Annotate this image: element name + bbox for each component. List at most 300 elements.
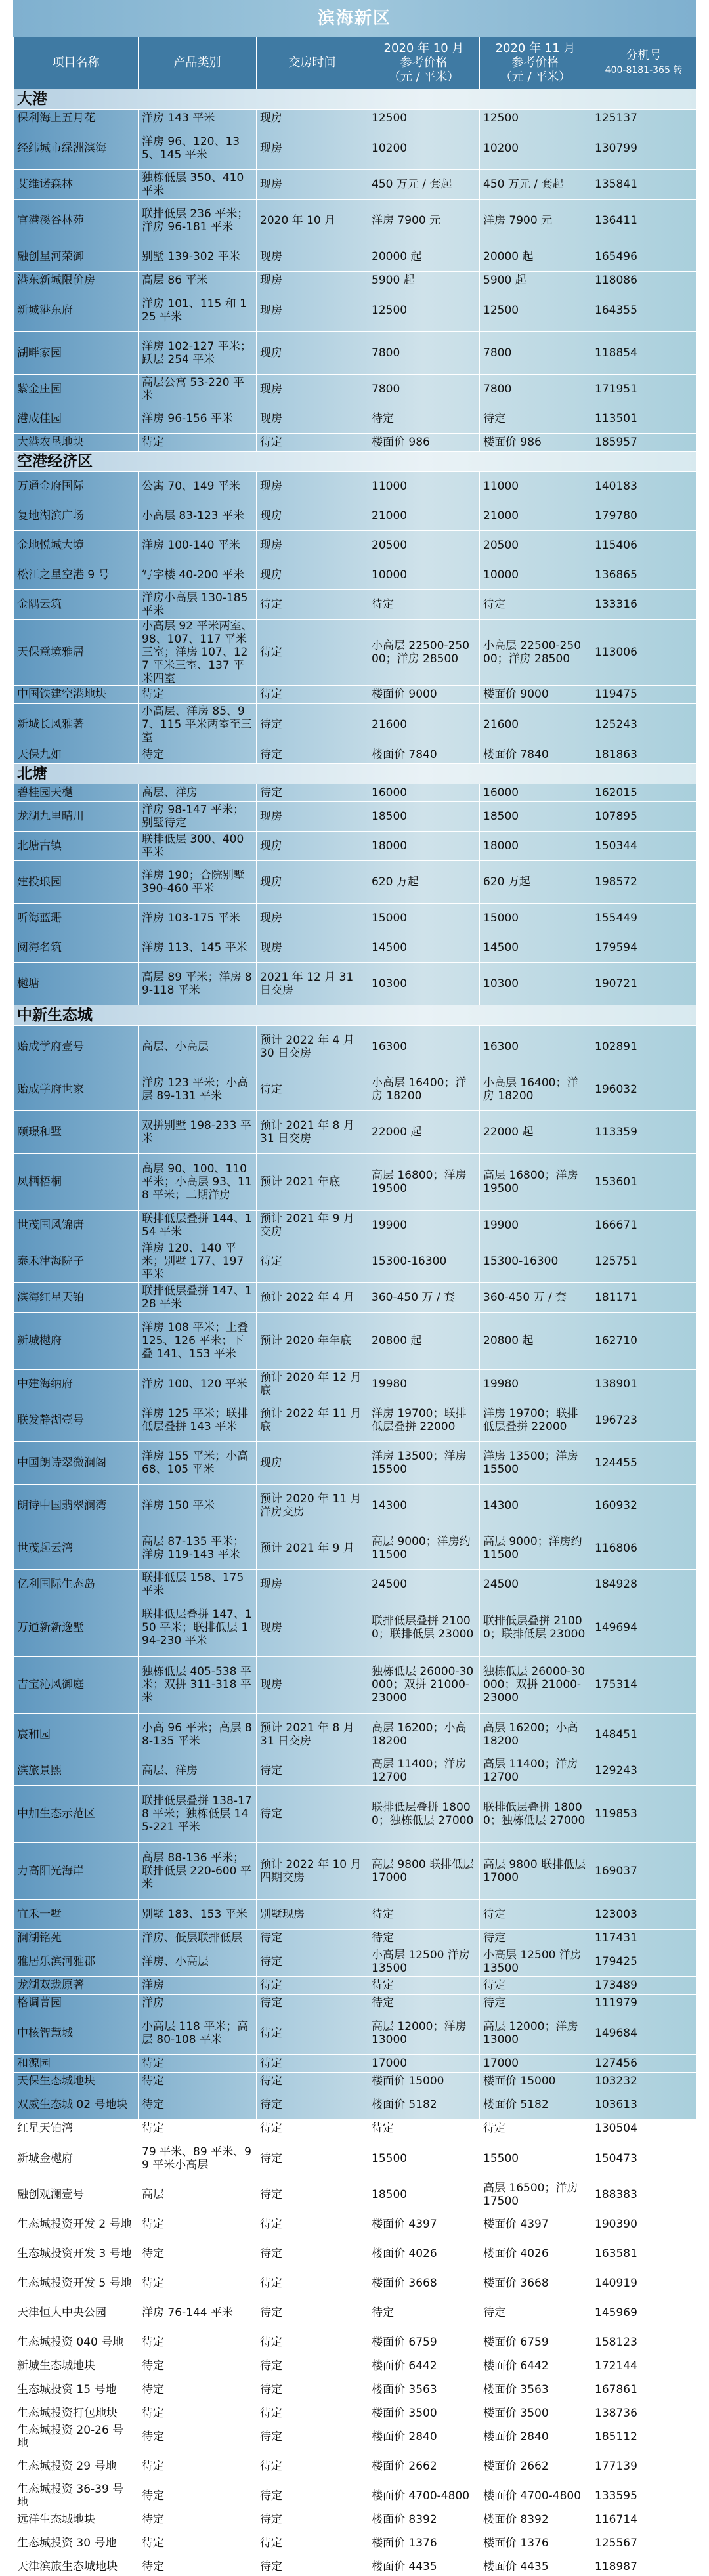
nov-price-cell: 楼面价 6759 bbox=[480, 2328, 591, 2357]
product-type-cell: 小高层、洋房 85、97、115 平米两室至三室 bbox=[139, 704, 257, 746]
nov-price-cell: 450 万元 / 套起 bbox=[480, 170, 591, 200]
project-name-cell: 龙湖双珑原著 bbox=[14, 1977, 139, 1995]
nov-price-cell: 待定 bbox=[480, 2298, 591, 2328]
delivery-time-cell: 待定 bbox=[257, 2405, 368, 2422]
oct-price-cell: 楼面价 2662 bbox=[368, 2452, 480, 2481]
project-name-cell: 澜湖铭苑 bbox=[14, 1930, 139, 1947]
extension-cell: 118987 bbox=[591, 2558, 697, 2576]
project-name-cell: 天保九如 bbox=[14, 746, 139, 764]
nov-price-cell: 7800 bbox=[480, 332, 591, 375]
nov-price-cell: 楼面价 3668 bbox=[480, 2269, 591, 2298]
product-type-cell: 独栋低层 405-538 平米；双拼 311-318 平米 bbox=[139, 1657, 257, 1714]
extension-cell: 179425 bbox=[591, 1947, 697, 1977]
product-type-cell: 写字楼 40-200 平米 bbox=[139, 560, 257, 590]
oct-price-cell: 洋房 13500；洋房 15500 bbox=[368, 1442, 480, 1485]
delivery-time-cell: 预计 2021 年 9 月交房 bbox=[257, 1211, 368, 1240]
nov-price-cell: 高层 12000；洋房 13000 bbox=[480, 2012, 591, 2055]
extension-cell: 125243 bbox=[591, 704, 697, 746]
extension-cell: 130504 bbox=[591, 2120, 697, 2138]
oct-price-cell: 12500 bbox=[368, 110, 480, 127]
table-row bbox=[14, 404, 697, 434]
project-name-cell: 复地湖滨广场 bbox=[14, 501, 139, 531]
project-name-cell: 中国铁建空港地块 bbox=[14, 686, 139, 704]
product-type-cell: 洋房 143 平米 bbox=[139, 110, 257, 127]
nov-price-cell: 21000 bbox=[480, 501, 591, 531]
table-row bbox=[14, 1283, 697, 1313]
extension-cell: 166671 bbox=[591, 1211, 697, 1240]
region-heading: 中新生态城 bbox=[14, 1005, 697, 1026]
project-name-cell: 朗诗中国翡翠澜湾 bbox=[14, 1485, 139, 1527]
extension-cell: 140919 bbox=[591, 2269, 697, 2298]
nov-price-cell: 16000 bbox=[480, 784, 591, 802]
project-name-cell: 港成佳园 bbox=[14, 404, 139, 434]
nov-price-cell: 12500 bbox=[480, 110, 591, 127]
extension-cell: 113501 bbox=[591, 404, 697, 434]
product-type-cell: 洋房 100-140 平米 bbox=[139, 531, 257, 560]
project-name-cell: 生态城投资开发 2 号地 bbox=[14, 2210, 139, 2239]
oct-price-cell: 14300 bbox=[368, 1485, 480, 1527]
product-type-cell: 待定 bbox=[139, 2357, 257, 2375]
oct-price-cell: 洋房 7900 元 bbox=[368, 200, 480, 242]
nov-price-cell: 22000 起 bbox=[480, 1111, 591, 1154]
project-name-cell: 滨旅景熙 bbox=[14, 1756, 139, 1786]
product-type-cell: 联排低层叠拼 147、128 平米 bbox=[139, 1283, 257, 1313]
product-type-cell: 待定 bbox=[139, 2529, 257, 2558]
extension-cell: 102891 bbox=[591, 1026, 697, 1068]
table-row bbox=[14, 2375, 697, 2405]
project-name-cell: 世茂国风锦唐 bbox=[14, 1211, 139, 1240]
delivery-time-cell: 待定 bbox=[257, 2375, 368, 2405]
project-name-cell: 联发静湖壹号 bbox=[14, 1399, 139, 1442]
nov-price-cell: 16300 bbox=[480, 1026, 591, 1068]
delivery-time-cell: 现房 bbox=[257, 110, 368, 127]
delivery-time-cell: 待定 bbox=[257, 2481, 368, 2511]
oct-price-cell: 11000 bbox=[368, 472, 480, 501]
nov-price-cell: 17000 bbox=[480, 2055, 591, 2073]
project-name-cell: 颐璟和墅 bbox=[14, 1111, 139, 1154]
product-type-cell: 独栋低层 350、410 平米 bbox=[139, 170, 257, 200]
project-name-cell: 融创星河荣御 bbox=[14, 242, 139, 272]
oct-price-cell: 10200 bbox=[368, 127, 480, 170]
region-heading: 北塘 bbox=[14, 764, 697, 784]
nov-price-cell: 360-450 万 / 套 bbox=[480, 1283, 591, 1313]
nov-price-cell: 待定 bbox=[480, 1930, 591, 1947]
product-type-cell: 洋房 103-175 平米 bbox=[139, 904, 257, 933]
delivery-time-cell: 预计 2022 年 4 月 bbox=[257, 1283, 368, 1313]
project-name-cell: 新城金樾府 bbox=[14, 2138, 139, 2180]
project-name-cell: 新城长风雅著 bbox=[14, 704, 139, 746]
project-name-cell: 力高阳光海岸 bbox=[14, 1843, 139, 1900]
product-type-cell: 待定 bbox=[139, 2120, 257, 2138]
project-name-cell: 天津恒大中央公园 bbox=[14, 2298, 139, 2328]
extension-cell: 138736 bbox=[591, 2405, 697, 2422]
delivery-time-cell: 现房 bbox=[257, 802, 368, 832]
table-row bbox=[14, 272, 697, 289]
project-name-cell: 官港溪谷林苑 bbox=[14, 200, 139, 242]
header-delivery-time: 交房时间 bbox=[257, 37, 368, 89]
table-row bbox=[14, 242, 697, 272]
table-row bbox=[14, 531, 697, 560]
project-name-cell: 湖畔家园 bbox=[14, 332, 139, 375]
project-name-cell: 保利海上五月花 bbox=[14, 110, 139, 127]
product-type-cell: 待定 bbox=[139, 2405, 257, 2422]
extension-cell: 190721 bbox=[591, 963, 697, 1005]
project-name-cell: 经纬城市绿洲滨海 bbox=[14, 127, 139, 170]
oct-price-cell: 10000 bbox=[368, 560, 480, 590]
project-name-cell: 生态城投资 29 号地 bbox=[14, 2452, 139, 2481]
table-row bbox=[14, 2481, 697, 2511]
table-row bbox=[14, 1570, 697, 1599]
product-type-cell: 联排低层叠拼 144、154 平米 bbox=[139, 1211, 257, 1240]
nov-price-cell: 14500 bbox=[480, 933, 591, 963]
nov-price-cell: 楼面价 2840 bbox=[480, 2422, 591, 2452]
oct-price-cell: 高层 16200；小高 18200 bbox=[368, 1714, 480, 1756]
product-type-cell: 高层 90、100、110 平米；小高层 93、118 平米；二期洋房 bbox=[139, 1154, 257, 1211]
oct-price-cell: 5900 起 bbox=[368, 272, 480, 289]
delivery-time-cell: 待定 bbox=[257, 2328, 368, 2357]
extension-cell: 179594 bbox=[591, 933, 697, 963]
price-table bbox=[13, 37, 697, 2576]
project-name-cell: 双威生态城 02 号地块 bbox=[14, 2090, 139, 2120]
project-name-cell: 中建海纳府 bbox=[14, 1370, 139, 1399]
product-type-cell: 待定 bbox=[139, 2511, 257, 2529]
project-name-cell: 万通新新逸墅 bbox=[14, 1599, 139, 1657]
extension-cell: 196723 bbox=[591, 1399, 697, 1442]
delivery-time-cell: 现房 bbox=[257, 531, 368, 560]
table-row bbox=[14, 1947, 697, 1977]
delivery-time-cell: 待定 bbox=[257, 2210, 368, 2239]
nov-price-cell: 独栋低层 26000-30000；双拼 21000-23000 bbox=[480, 1657, 591, 1714]
nov-price-cell: 24500 bbox=[480, 1570, 591, 1599]
nov-price-cell: 楼面价 4397 bbox=[480, 2210, 591, 2239]
table-row bbox=[14, 1786, 697, 1843]
delivery-time-cell: 待定 bbox=[257, 1786, 368, 1843]
table-row bbox=[14, 2120, 697, 2138]
oct-price-cell: 待定 bbox=[368, 590, 480, 620]
project-name-cell: 格调菁园 bbox=[14, 1995, 139, 2012]
oct-price-cell: 20800 起 bbox=[368, 1313, 480, 1370]
project-name-cell: 和源园 bbox=[14, 2055, 139, 2073]
nov-price-cell: 待定 bbox=[480, 1977, 591, 1995]
nov-price-cell: 15500 bbox=[480, 2138, 591, 2180]
nov-price-cell: 楼面价 8392 bbox=[480, 2511, 591, 2529]
table-row bbox=[14, 2138, 697, 2180]
oct-price-cell: 小高层 22500-25000；洋房 28500 bbox=[368, 620, 480, 686]
extension-cell: 181863 bbox=[591, 746, 697, 764]
nov-price-cell: 高层 16500；洋房 17500 bbox=[480, 2180, 591, 2210]
project-name-cell: 天保生态城地块 bbox=[14, 2073, 139, 2090]
delivery-time-cell: 2020 年 10 月 bbox=[257, 200, 368, 242]
product-type-cell: 洋房 102-127 平米；跃层 254 平米 bbox=[139, 332, 257, 375]
nov-price-cell: 高层 16200；小高 18200 bbox=[480, 1714, 591, 1756]
project-name-cell: 生态城投资 040 号地 bbox=[14, 2328, 139, 2357]
oct-price-cell: 15300-16300 bbox=[368, 1240, 480, 1283]
product-type-cell: 待定 bbox=[139, 2452, 257, 2481]
extension-cell: 123003 bbox=[591, 1900, 697, 1930]
extension-cell: 119475 bbox=[591, 686, 697, 704]
table-row bbox=[14, 1370, 697, 1399]
extension-cell: 116806 bbox=[591, 1527, 697, 1570]
delivery-time-cell: 待定 bbox=[257, 434, 368, 452]
table-row bbox=[14, 1657, 697, 1714]
extension-cell: 129243 bbox=[591, 1756, 697, 1786]
oct-price-cell: 24500 bbox=[368, 1570, 480, 1599]
project-name-cell: 金地悦城大境 bbox=[14, 531, 139, 560]
oct-price-cell: 独栋低层 26000-30000；双拼 21000-23000 bbox=[368, 1657, 480, 1714]
delivery-time-cell: 预计 2020 年 12 月底 bbox=[257, 1370, 368, 1399]
nov-price-cell: 高层 11400；洋房 12700 bbox=[480, 1756, 591, 1786]
header-nov-price: 2020 年 11 月 参考价格 （元 / 平米） bbox=[480, 37, 591, 89]
project-name-cell: 大港农垦地块 bbox=[14, 434, 139, 452]
table-row bbox=[14, 2055, 697, 2073]
product-type-cell: 洋房 113、145 平米 bbox=[139, 933, 257, 963]
delivery-time-cell: 现房 bbox=[257, 375, 368, 404]
product-type-cell: 洋房、低层联排低层 bbox=[139, 1930, 257, 1947]
delivery-time-cell: 现房 bbox=[257, 1570, 368, 1599]
price-table-frame bbox=[13, 0, 696, 2573]
nov-price-cell: 待定 bbox=[480, 404, 591, 434]
product-type-cell: 别墅 139-302 平米 bbox=[139, 242, 257, 272]
product-type-cell: 洋房 150 平米 bbox=[139, 1485, 257, 1527]
project-name-cell: 红星天铂湾 bbox=[14, 2120, 139, 2138]
nov-price-cell: 楼面价 15000 bbox=[480, 2073, 591, 2090]
delivery-time-cell: 待定 bbox=[257, 1947, 368, 1977]
oct-price-cell: 楼面价 6759 bbox=[368, 2328, 480, 2357]
delivery-time-cell: 待定 bbox=[257, 686, 368, 704]
product-type-cell: 洋房、小高层 bbox=[139, 1947, 257, 1977]
product-type-cell: 洋房 98-147 平米；别墅待定 bbox=[139, 802, 257, 832]
product-type-cell: 洋房 120、140 平米；别墅 177、197 平米 bbox=[139, 1240, 257, 1283]
delivery-time-cell: 现房 bbox=[257, 127, 368, 170]
project-name-cell: 生态城投资打包地块 bbox=[14, 2405, 139, 2422]
table-row bbox=[14, 1240, 697, 1283]
project-name-cell: 天津滨旅生态城地块 bbox=[14, 2558, 139, 2576]
extension-cell: 111979 bbox=[591, 1995, 697, 2012]
project-name-cell: 远洋生态城地块 bbox=[14, 2511, 139, 2529]
product-type-cell: 待定 bbox=[139, 2481, 257, 2511]
table-row bbox=[14, 1714, 697, 1756]
product-type-cell: 联排低层叠拼 147、150 平米；联排低层 194-230 平米 bbox=[139, 1599, 257, 1657]
extension-cell: 185112 bbox=[591, 2422, 697, 2452]
delivery-time-cell: 现房 bbox=[257, 861, 368, 904]
oct-price-cell: 14500 bbox=[368, 933, 480, 963]
oct-price-cell: 7800 bbox=[368, 332, 480, 375]
delivery-time-cell: 待定 bbox=[257, 1240, 368, 1283]
nov-price-cell: 19980 bbox=[480, 1370, 591, 1399]
project-name-cell: 泰禾津海院子 bbox=[14, 1240, 139, 1283]
table-row bbox=[14, 2012, 697, 2055]
product-type-cell: 洋房 bbox=[139, 1995, 257, 2012]
extension-cell: 140183 bbox=[591, 472, 697, 501]
oct-price-cell: 待定 bbox=[368, 1995, 480, 2012]
oct-price-cell: 19980 bbox=[368, 1370, 480, 1399]
project-name-cell: 新城樾府 bbox=[14, 1313, 139, 1370]
nov-price-cell: 15000 bbox=[480, 904, 591, 933]
nov-price-cell: 620 万起 bbox=[480, 861, 591, 904]
extension-cell: 133316 bbox=[591, 590, 697, 620]
nov-price-cell: 小高层 16400；洋房 18200 bbox=[480, 1068, 591, 1111]
oct-price-cell: 12500 bbox=[368, 289, 480, 332]
extension-cell: 160932 bbox=[591, 1485, 697, 1527]
project-name-cell: 中核智慧城 bbox=[14, 2012, 139, 2055]
extension-cell: 179780 bbox=[591, 501, 697, 531]
product-type-cell: 高层 86 平米 bbox=[139, 272, 257, 289]
extension-cell: 113359 bbox=[591, 1111, 697, 1154]
nov-price-cell: 18000 bbox=[480, 832, 591, 861]
table-row bbox=[14, 472, 697, 501]
oct-price-cell: 16300 bbox=[368, 1026, 480, 1068]
extension-cell: 125137 bbox=[591, 110, 697, 127]
extension-cell: 150344 bbox=[591, 832, 697, 861]
table-row bbox=[14, 1756, 697, 1786]
delivery-time-cell: 待定 bbox=[257, 1930, 368, 1947]
nov-price-cell: 20500 bbox=[480, 531, 591, 560]
nov-price-cell: 楼面价 2662 bbox=[480, 2452, 591, 2481]
table-row bbox=[14, 746, 697, 764]
product-type-cell: 洋房 101、115 和 125 平米 bbox=[139, 289, 257, 332]
table-row bbox=[14, 2298, 697, 2328]
nov-price-cell: 楼面价 3563 bbox=[480, 2375, 591, 2405]
oct-price-cell: 20500 bbox=[368, 531, 480, 560]
nov-price-cell: 联排低层叠拼 18000；独栋低层 27000 bbox=[480, 1786, 591, 1843]
product-type-cell: 联排低层 300、400 平米 bbox=[139, 832, 257, 861]
nov-price-cell: 20000 起 bbox=[480, 242, 591, 272]
table-row bbox=[14, 2180, 697, 2210]
oct-price-cell: 18500 bbox=[368, 802, 480, 832]
table-row bbox=[14, 2090, 697, 2120]
delivery-time-cell: 待定 bbox=[257, 2529, 368, 2558]
table-row bbox=[14, 704, 697, 746]
project-name-cell: 建投琅园 bbox=[14, 861, 139, 904]
nov-price-cell: 小高层 12500 洋房 13500 bbox=[480, 1947, 591, 1977]
table-row bbox=[14, 127, 697, 170]
oct-price-cell: 楼面价 4700-4800 bbox=[368, 2481, 480, 2511]
table-row bbox=[14, 1211, 697, 1240]
project-name-cell: 金隅云筑 bbox=[14, 590, 139, 620]
oct-price-cell: 楼面价 2840 bbox=[368, 2422, 480, 2452]
oct-price-cell: 16000 bbox=[368, 784, 480, 802]
extension-cell: 135841 bbox=[591, 170, 697, 200]
product-type-cell: 待定 bbox=[139, 2558, 257, 2576]
delivery-time-cell: 现房 bbox=[257, 242, 368, 272]
table-row bbox=[14, 2210, 697, 2239]
oct-price-cell: 洋房 19700；联排低层叠拼 22000 bbox=[368, 1399, 480, 1442]
table-row bbox=[14, 1399, 697, 1442]
oct-price-cell: 17000 bbox=[368, 2055, 480, 2073]
oct-price-cell: 待定 bbox=[368, 2120, 480, 2138]
project-name-cell: 北塘古镇 bbox=[14, 832, 139, 861]
product-type-cell: 小高层 118 平米；高层 80-108 平米 bbox=[139, 2012, 257, 2055]
nov-price-cell: 12500 bbox=[480, 289, 591, 332]
extension-cell: 145969 bbox=[591, 2298, 697, 2328]
nov-price-cell: 楼面价 1376 bbox=[480, 2529, 591, 2558]
oct-price-cell: 高层 9800 联排低层 17000 bbox=[368, 1843, 480, 1900]
nov-price-cell: 小高层 22500-25000；洋房 28500 bbox=[480, 620, 591, 686]
extension-cell: 184928 bbox=[591, 1570, 697, 1599]
delivery-time-cell: 现房 bbox=[257, 560, 368, 590]
extension-cell: 167861 bbox=[591, 2375, 697, 2405]
nov-price-cell: 15300-16300 bbox=[480, 1240, 591, 1283]
table-row bbox=[14, 963, 697, 1005]
product-type-cell: 高层 87-135 平米；洋房 119-143 平米 bbox=[139, 1527, 257, 1570]
project-name-cell: 万通金府国际 bbox=[14, 472, 139, 501]
delivery-time-cell: 待定 bbox=[257, 2452, 368, 2481]
project-name-cell: 紫金庄园 bbox=[14, 375, 139, 404]
extension-cell: 148451 bbox=[591, 1714, 697, 1756]
project-name-cell: 港东新城限价房 bbox=[14, 272, 139, 289]
nov-price-cell: 楼面价 4700-4800 bbox=[480, 2481, 591, 2511]
oct-price-cell: 小高层 16400；洋房 18200 bbox=[368, 1068, 480, 1111]
extension-cell: 185957 bbox=[591, 434, 697, 452]
nov-price-cell: 联排低层叠拼 21000；联排低层 23000 bbox=[480, 1599, 591, 1657]
extension-cell: 107895 bbox=[591, 802, 697, 832]
delivery-time-cell: 待定 bbox=[257, 2422, 368, 2452]
extension-cell: 177139 bbox=[591, 2452, 697, 2481]
project-name-cell: 宜禾一墅 bbox=[14, 1900, 139, 1930]
extension-cell: 171951 bbox=[591, 375, 697, 404]
delivery-time-cell: 待定 bbox=[257, 2558, 368, 2576]
nov-price-cell: 5900 起 bbox=[480, 272, 591, 289]
oct-price-cell: 小高层 12500 洋房 13500 bbox=[368, 1947, 480, 1977]
oct-price-cell: 楼面价 3668 bbox=[368, 2269, 480, 2298]
oct-price-cell: 楼面价 3500 bbox=[368, 2405, 480, 2422]
nov-price-cell: 21600 bbox=[480, 704, 591, 746]
extension-cell: 124455 bbox=[591, 1442, 697, 1485]
extension-cell: 196032 bbox=[591, 1068, 697, 1111]
extension-cell: 138901 bbox=[591, 1370, 697, 1399]
delivery-time-cell: 待定 bbox=[257, 1977, 368, 1995]
product-type-cell: 高层 89 平米；洋房 89-118 平米 bbox=[139, 963, 257, 1005]
table-row bbox=[14, 2558, 697, 2576]
table-row bbox=[14, 1599, 697, 1657]
table-row bbox=[14, 2422, 697, 2452]
oct-price-cell: 高层 11400；洋房 12700 bbox=[368, 1756, 480, 1786]
table-row bbox=[14, 1977, 697, 1995]
nov-price-cell: 7800 bbox=[480, 375, 591, 404]
table-row bbox=[14, 2073, 697, 2090]
project-name-cell: 宸和园 bbox=[14, 1714, 139, 1756]
product-type-cell: 洋房 123 平米；小高层 89-131 平米 bbox=[139, 1068, 257, 1111]
nov-price-cell: 待定 bbox=[480, 2120, 591, 2138]
delivery-time-cell: 现房 bbox=[257, 933, 368, 963]
oct-price-cell: 楼面价 4026 bbox=[368, 2239, 480, 2269]
oct-price-cell: 楼面价 15000 bbox=[368, 2073, 480, 2090]
table-row bbox=[14, 1026, 697, 1068]
extension-cell: 125567 bbox=[591, 2529, 697, 2558]
project-name-cell: 凤栖梧桐 bbox=[14, 1154, 139, 1211]
table-row bbox=[14, 170, 697, 200]
project-name-cell: 贻成学府壹号 bbox=[14, 1026, 139, 1068]
nov-price-cell: 待定 bbox=[480, 590, 591, 620]
project-name-cell: 樾塘 bbox=[14, 963, 139, 1005]
extension-cell: 198572 bbox=[591, 861, 697, 904]
oct-price-cell: 待定 bbox=[368, 1977, 480, 1995]
nov-price-cell: 高层 9800 联排低层 17000 bbox=[480, 1843, 591, 1900]
product-type-cell: 双拼别墅 198-233 平米 bbox=[139, 1111, 257, 1154]
table-row bbox=[14, 2511, 697, 2529]
product-type-cell: 待定 bbox=[139, 2269, 257, 2298]
oct-price-cell: 楼面价 9000 bbox=[368, 686, 480, 704]
product-type-cell: 79 平米、89 平米、99 平米小高层 bbox=[139, 2138, 257, 2180]
table-row bbox=[14, 2269, 697, 2298]
nov-price-cell: 楼面价 5182 bbox=[480, 2090, 591, 2120]
delivery-time-cell: 待定 bbox=[257, 2120, 368, 2138]
product-type-cell: 别墅 183、153 平米 bbox=[139, 1900, 257, 1930]
product-type-cell: 洋房 96、120、135、145 平米 bbox=[139, 127, 257, 170]
oct-price-cell: 20000 起 bbox=[368, 242, 480, 272]
delivery-time-cell: 待定 bbox=[257, 2357, 368, 2375]
nov-price-cell: 楼面价 9000 bbox=[480, 686, 591, 704]
